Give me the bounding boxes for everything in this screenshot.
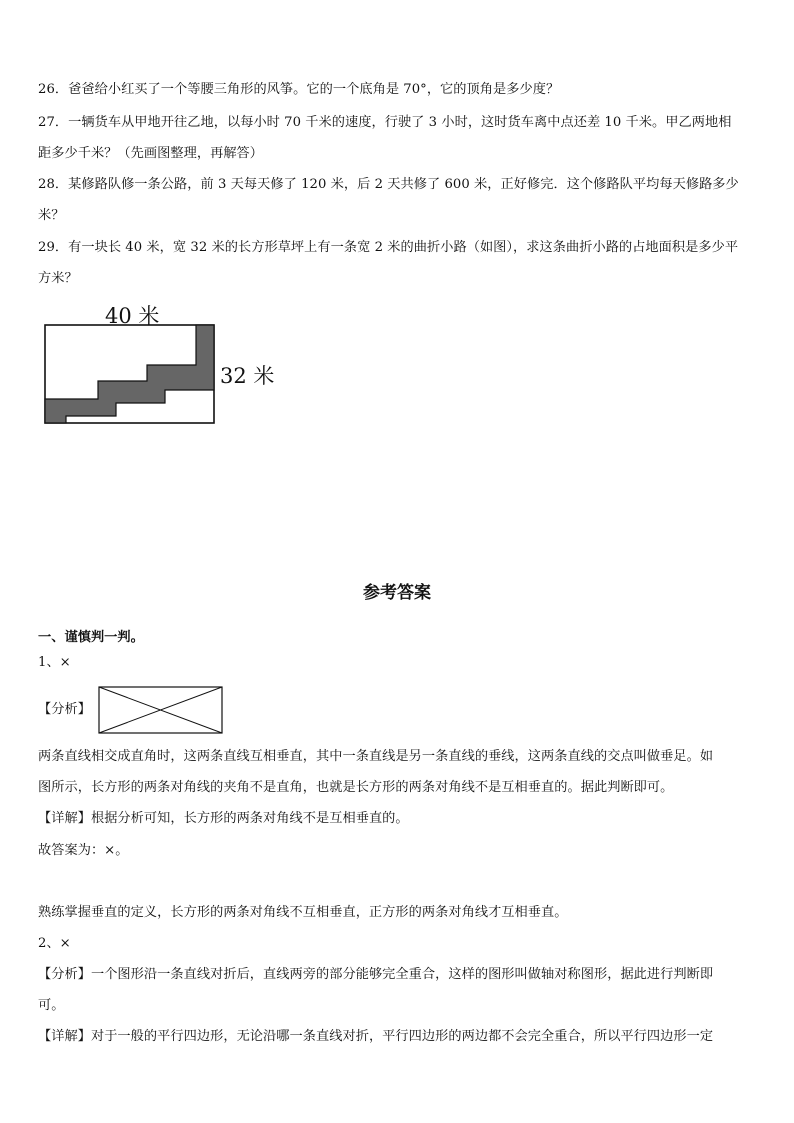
answer-1-summary: 熟练掌握垂直的定义，长方形的两条对角线不互相垂直，正方形的两条对角线才互相垂直。 xyxy=(38,905,568,920)
question-27-line-2: 距多少千米？（先画图整理，再解答） xyxy=(38,146,264,161)
lawn-path-figure xyxy=(30,300,290,430)
answer-1-detail-tag: 【详解】 xyxy=(38,811,91,826)
answer-2-analysis-tag: 【分析】 xyxy=(38,967,91,982)
answer-1-analysis-line-2: 图所示，长方形的两条对角线的夹角不是直角，也就是长方形的两条对角线不是互相垂直的。据此判断即可。 xyxy=(38,780,674,795)
length-label: 40 米 xyxy=(105,304,160,328)
answers-title: 参考答案 xyxy=(363,583,431,603)
rectangle-diagonals-figure xyxy=(98,686,224,736)
answer-1-analysis-tag: 【分析】 xyxy=(38,702,91,717)
question-26-line-1: 26．爸爸给小红买了一个等腰三角形的风筝。它的一个底角是 70°，它的顶角是多少度？ xyxy=(38,82,560,97)
answer-2-number: 2、× xyxy=(38,936,71,951)
answer-2-detail-tag: 【详解】 xyxy=(38,1029,91,1044)
question-27-line-1: 27．一辆货车从甲地开往乙地，以每小时 70 千米的速度，行驶了 3 小时，这时货车离中点还差 10 千米。甲乙两地相 xyxy=(38,115,732,130)
question-29-line-1: 29．有一块长 40 米，宽 32 米的长方形草坪上有一条宽 2 米的曲折小路（如图），求这条曲折小路的占地面积是多少平 xyxy=(38,240,739,255)
answer-1-number: 1、× xyxy=(38,655,71,670)
question-29-line-2: 方米？ xyxy=(38,271,78,286)
answer-2-analysis-line-1: 一个图形沿一条直线对折后，直线两旁的部分能够完全重合，这样的图形叫做轴对称图形，据此进行判断即 xyxy=(90,967,714,982)
section-title: 一、谨慎判一判。 xyxy=(38,630,144,645)
question-28-line-1: 28．某修路队修一条公路，前 3 天每天修了 120 米，后 2 天共修了 600 米，正好修完．这个修路队平均每天修路多少 xyxy=(38,177,739,192)
answer-2-analysis-line-2: 可。 xyxy=(38,998,65,1013)
question-28-line-2: 米？ xyxy=(38,208,65,223)
answer-1-conclusion: 故答案为：×。 xyxy=(38,843,129,858)
answer-1-detail-text: 根据分析可知，长方形的两条对角线不是互相垂直的。 xyxy=(90,811,409,826)
answer-2-detail-text: 对于一般的平行四边形，无论沿哪一条直线对折，平行四边形的两边都不会完全重合，所以平行四边形一定 xyxy=(90,1029,714,1044)
answer-1-analysis-line-1: 两条直线相交成直角时，这两条直线互相垂直，其中一条直线是另一条直线的垂线，这两条直线的交点叫做垂足。如 xyxy=(38,749,714,764)
width-label: 32 米 xyxy=(220,364,275,388)
